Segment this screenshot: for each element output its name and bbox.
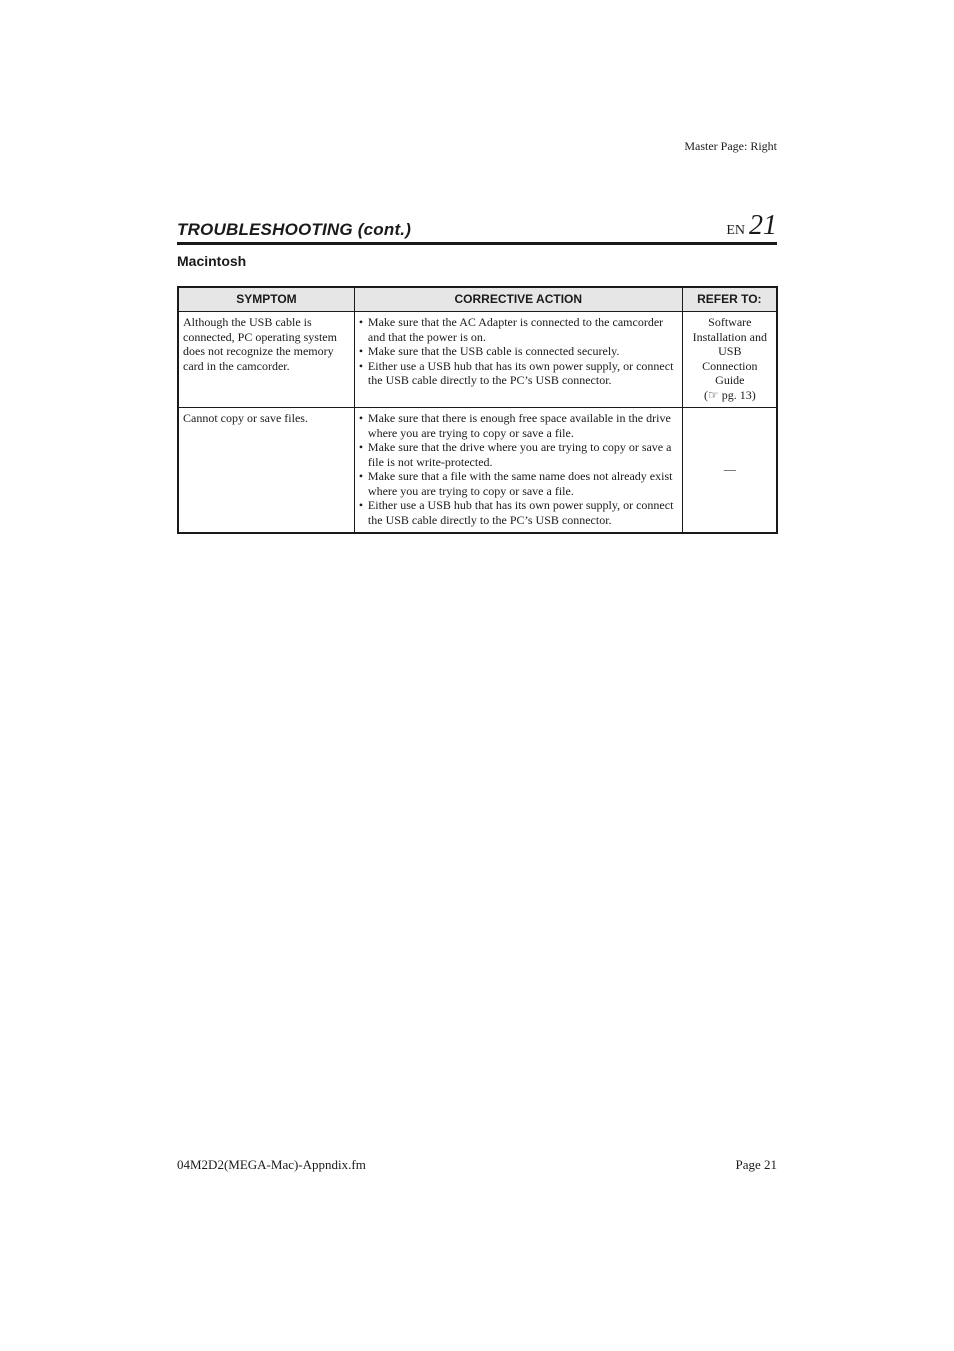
- footer-filename: 04M2D2(MEGA-Mac)-Appndix.fm: [177, 1157, 366, 1172]
- refer-line: Connection: [702, 358, 758, 373]
- page-number: [726, 210, 777, 242]
- action-item: • Either use a USB hub that has its own power supply, or connect the USB cable directly to the PC’s USB connector.: [359, 359, 679, 388]
- action-list: [359, 411, 679, 527]
- action-list: [359, 315, 679, 388]
- section-title: Macintosh: [177, 253, 247, 269]
- refer-line: Guide: [715, 373, 745, 387]
- refer-line: Installation and: [692, 329, 767, 344]
- action-item: • Make sure that the drive where you are trying to copy or save a file is not write-protected.: [359, 440, 679, 469]
- refer-line: USB: [718, 344, 742, 358]
- table-row: [178, 312, 777, 408]
- column-header-refer-to: REFER TO:: [682, 287, 777, 312]
- table-row: [178, 408, 777, 534]
- column-header-symptom: SYMPTOM: [178, 287, 354, 312]
- column-header-corrective-action: CORRECTIVE ACTION: [354, 287, 682, 312]
- action-item: • Either use a USB hub that has its own power supply, or connect the USB cable directly to the PC’s USB connector.: [359, 498, 679, 527]
- corrective-action-cell: [354, 408, 682, 534]
- table-header-row: [178, 287, 777, 312]
- troubleshooting-table: [177, 286, 778, 534]
- page-header: [177, 208, 777, 245]
- footer-page-label: Page 21: [735, 1157, 777, 1172]
- page-title: TROUBLESHOOTING (cont.): [177, 220, 412, 239]
- page-number-value: 21: [749, 210, 777, 241]
- refer-to-cell: —: [682, 408, 777, 534]
- language-code: EN: [726, 223, 745, 238]
- refer-line: (☞ pg. 13): [703, 387, 756, 402]
- master-page-label: Master Page: Right: [684, 139, 777, 153]
- refer-line: Software: [708, 315, 752, 329]
- action-item: • Make sure that there is enough free space available in the drive where you are trying to copy or save a file.: [359, 411, 679, 440]
- refer-to-cell: [682, 312, 777, 408]
- symptom-cell: Although the USB cable is connected, PC operating system does not recognize the memory card in the camcorder.: [178, 312, 354, 408]
- action-item: • Make sure that a file with the same name does not already exist where you are trying to copy or save a file.: [359, 469, 679, 498]
- action-item: • Make sure that the USB cable is connected securely.: [359, 344, 679, 359]
- symptom-cell: Cannot copy or save files.: [178, 408, 354, 534]
- corrective-action-cell: [354, 312, 682, 408]
- action-item: • Make sure that the AC Adapter is connected to the camcorder and that the power is on.: [359, 315, 679, 344]
